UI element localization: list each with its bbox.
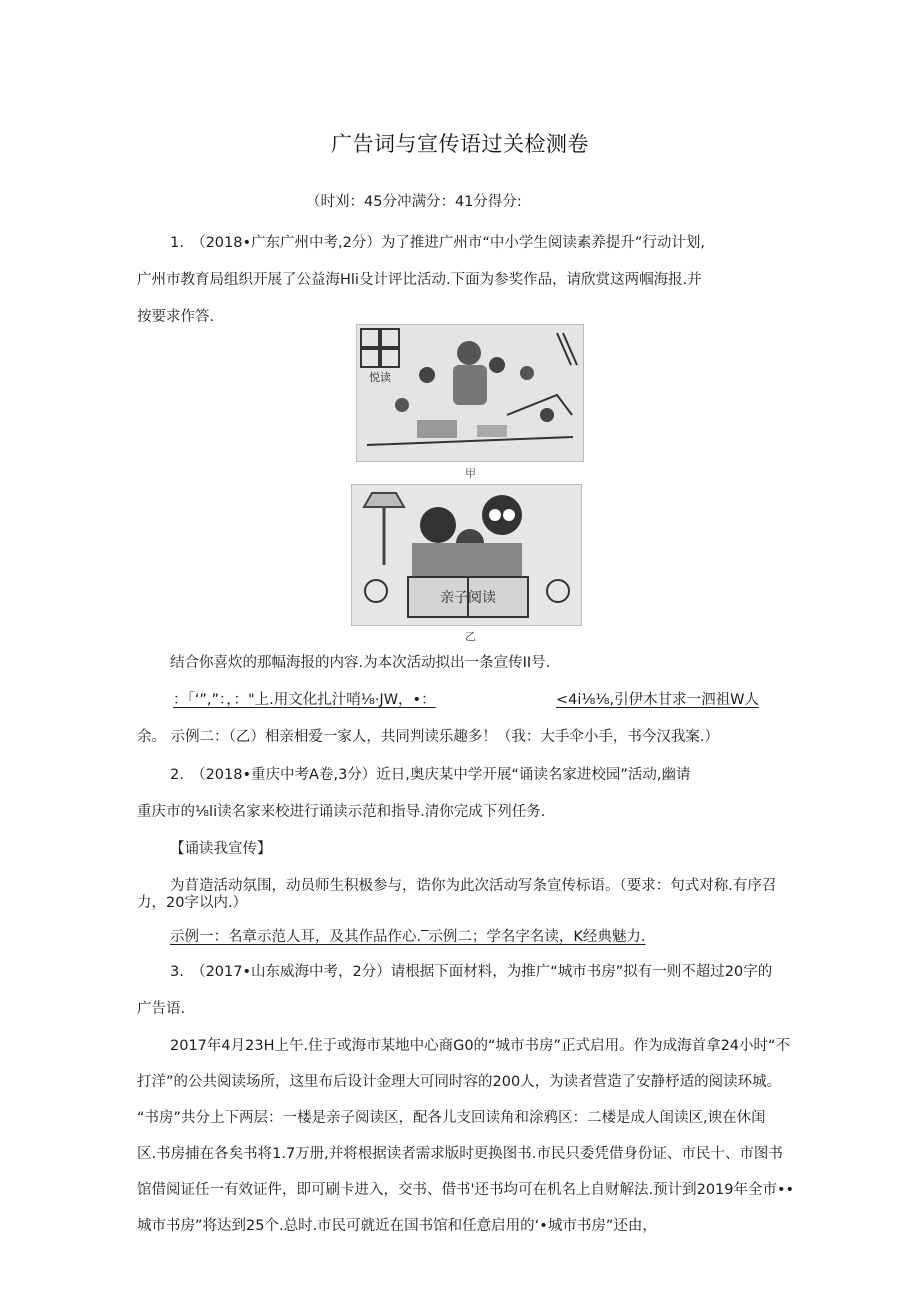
q3-material-line-4: 区.书房捕在各矣书将1.7万册,并将根据读者需求版时更换图书.市民只委凭借身份证、市民十、市图书 <box>137 1146 783 1162</box>
q2-section-heading: 【诵读我宣传】 <box>170 841 272 857</box>
q1-line-1: 1. （2018•广东广州中考,2分）为了推进广州市“中小学生阅读素养提升”行动计划, <box>170 235 706 251</box>
q3-material-line-5: 馆借阅证任一有效证件，即可刷卡进入，交书、借书'还书均可在机名上自财解法.预计到2019年全市•• <box>137 1182 795 1198</box>
q2-task-line-1: 为苜造活动氛围，动员师生积极参与，诰你为此次活动写条宣传标语。（要求：句式对称.有序召 <box>170 878 777 894</box>
q3-material-line-2: 打洋”的公共阅读场所，这里布后设计金理大可同时容的200人，为读者营造了安静杼适的阅读环城。 <box>137 1074 782 1090</box>
exam-meta: （时刈：45分冲满分：41分得分: <box>306 194 522 210</box>
q1-answer-part-b: <4i⅛⅛,引伊木甘求一泗祖W人 <box>556 692 759 708</box>
poster-b-label: 亲子阅读 <box>440 590 496 606</box>
q3-line-1: 3. （2017•山东威海中考，2分）请根据下面材料，为推广“城市书房”拟有一则不超过20字的 <box>170 964 773 980</box>
q2-task-line-2: 力，20字以内.） <box>137 895 248 911</box>
q1-answer-part-a: ：「‘”,”：，："上.用文化扎汁哨⅛·JW，•： <box>173 692 436 708</box>
q3-material-line-1: 2017年4月23H上午.住于或海市某地中心商G0的“城市书房”正式启用。作为成海首拿24小时“不 <box>170 1038 791 1054</box>
q3-material-line-6: 城市书房”将达到25个.总时.市民可就近在国书馆和任意启用的‘•城市书房”还由， <box>137 1218 657 1234</box>
q2-answer: 示例一：名章示范人耳，及其作品作心.‾示例二；学名字名读，K经典魅力. <box>170 929 646 945</box>
q1-line-2: 广州市教育局组织开展了公益海Hli殳计评比活动.下面为参奖作品，请欣赏这两帼海报.并 <box>137 272 702 288</box>
poster-b-image <box>351 484 582 626</box>
q3-line-2: 广告语. <box>137 1001 186 1017</box>
q1-line-3: 按要求作答. <box>137 309 215 325</box>
poster-b-illustration <box>352 485 581 625</box>
q2-line-1: 2. （2018•重庆中考A卷,3分）近日,奥庆某中学开展“诵读名家进校园”活动,幽请 <box>170 767 691 783</box>
poster-a-image <box>356 324 584 462</box>
poster-b-caption: 乙 <box>465 630 476 643</box>
q2-line-2: 重庆市的⅛li读名家来校进行诵读示范和指导.清你完成下列任务. <box>137 804 546 820</box>
poster-a-illustration <box>357 325 583 461</box>
q3-material-line-3: “书房”共分上下两层：一楼是亲子阅读区，配各儿支回读角和涂鸦区：二楼是成人闺读区,谀在休闺 <box>137 1110 766 1126</box>
q1-task: 结合你喜炊的那幅海报的内容.为本次活动拟出一条宣传II号. <box>170 655 551 671</box>
page-title: 广告词与宣传语过关检测卷 <box>331 132 589 156</box>
poster-a-caption: 甲 <box>465 467 476 480</box>
q1-answer-line-2: 余。 示例二：（乙）相亲相爱一家人，共同判读乐趣多！（我：大手伞小手，书今汉我案.） <box>137 729 719 745</box>
poster-a-label: 悦读 <box>369 371 391 384</box>
